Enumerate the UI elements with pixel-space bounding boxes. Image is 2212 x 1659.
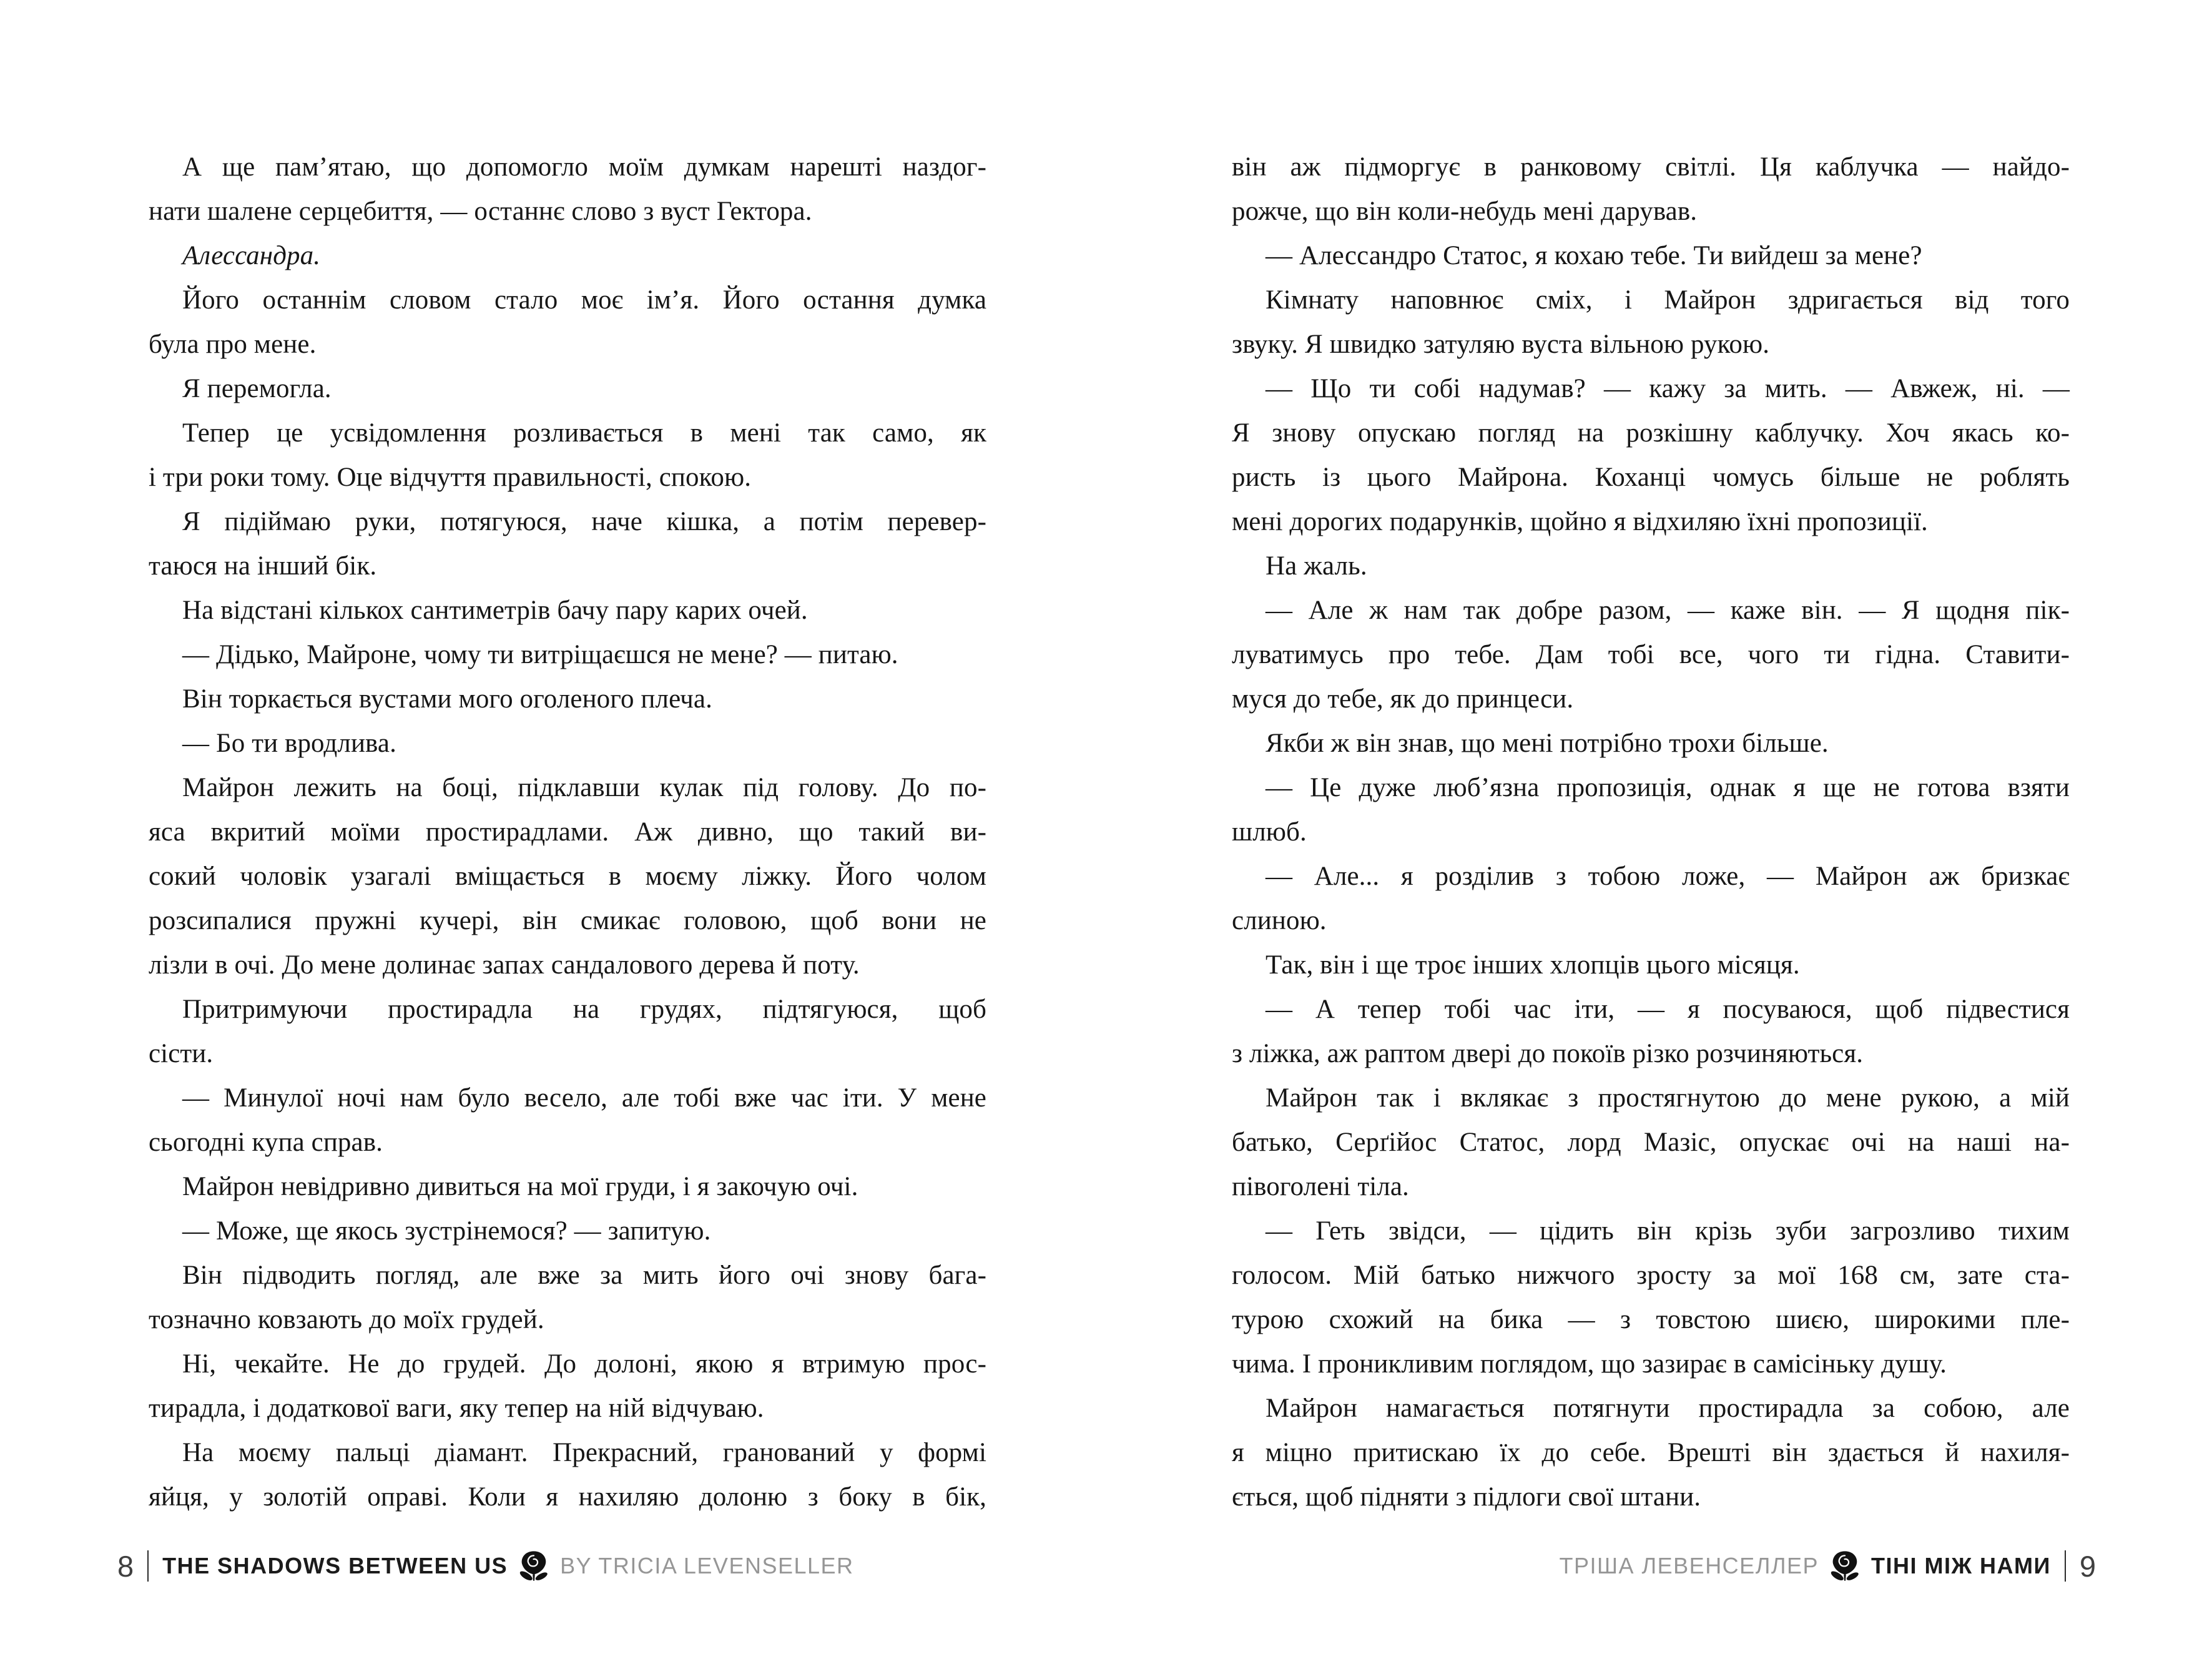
text-line: Я знову опускаю погляд на розкішну каблучку. Хоч якась ко- bbox=[1232, 418, 2070, 448]
text-line: таюся на інший бік. bbox=[149, 551, 377, 581]
text-line: — Але ж нам так добре разом, — каже він. — Я щодня пік- bbox=[1266, 596, 2070, 625]
text-line: тирадла, і додаткової ваги, яку тепер на ній відчуваю. bbox=[149, 1394, 764, 1423]
text-line: Я перемогла. bbox=[182, 374, 332, 403]
book-byline-en: BY TRICIA LEVENSELLER bbox=[560, 1553, 854, 1578]
text-line: Його останнім словом стало моє ім’я. Його остання думка bbox=[182, 285, 986, 315]
text-line: рожче, що він коли-небудь мені дарував. bbox=[1232, 197, 1698, 226]
text-line: він аж підморгує в ранковому світлі. Ця каблучка — найдо- bbox=[1232, 152, 2070, 182]
text-line: луватимусь про тебе. Дам тобі все, чого ти гідна. Ставити- bbox=[1232, 640, 2070, 669]
text-line: — Але... я розділив з тобою ложе, — Майрон аж бризкає bbox=[1266, 862, 2070, 891]
text-line: — А тепер тобі час іти, — я посуваюся, щоб підвестися bbox=[1266, 995, 2070, 1024]
text-line: Ні, чекайте. Не до грудей. До долоні, якою я втримую прос- bbox=[182, 1349, 986, 1379]
page-left-text bbox=[149, 145, 986, 1519]
text-line: Кімнату наповнює сміх, і Майрон здригається від того bbox=[1266, 285, 2070, 315]
footer-separator bbox=[147, 1550, 149, 1582]
text-line: Я підіймаю руки, потягуюся, наче кішка, а потім перевер- bbox=[182, 507, 986, 536]
text-line: нати шалене серцебиття, — останнє слово з вуст Гектора. bbox=[149, 197, 812, 226]
text-line: турою схожий на бика — з товстою шиєю, широкими пле- bbox=[1232, 1305, 2070, 1334]
text-line: Майрон лежить на боці, підклавши кулак під голову. До по- bbox=[182, 773, 986, 802]
text-line: — Що ти собі надумав? — кажу за мить. — Авжеж, ні. — bbox=[1266, 374, 2070, 403]
text-line: Якби ж він знав, що мені потрібно трохи більше. bbox=[1266, 729, 1829, 758]
text-line: розсипалися пружні кучері, він смикає головою, щоб вони не bbox=[149, 906, 986, 935]
text-line: півоголені тіла. bbox=[1232, 1172, 1409, 1201]
text-line: Майрон намагається потягнути простирадла за собою, але bbox=[1266, 1394, 2070, 1423]
text-line: Притримуючи простирадла на грудях, підтягуюся, щоб bbox=[182, 995, 986, 1024]
text-line: яса вкритий моїми простирадлами. Аж дивно, що такий ви- bbox=[149, 817, 986, 847]
text-line: сокий чоловік узагалі вміщається в моєму ліжку. Його чолом bbox=[149, 862, 986, 891]
text-line: Тепер це усвідомлення розливається в мені так само, як bbox=[182, 418, 986, 448]
text-line: На жаль. bbox=[1266, 551, 1367, 581]
text-line: — Минулої ночі нам було весело, але тобі вже час іти. У мене bbox=[182, 1083, 986, 1113]
text-line: лізли в очі. До мене долинає запах сандалового дерева й поту. bbox=[149, 950, 860, 980]
text-line: звуку. Я швидко затуляю вуста вільною рукою. bbox=[1232, 330, 1770, 359]
text-line: Він торкається вустами мого оголеного плеча. bbox=[182, 684, 712, 714]
text-line: голосом. Мій батько нижчого зросту за мої 168 см, зате ста- bbox=[1232, 1261, 2070, 1290]
book-title-ua: ТІНІ МІЖ НАМИ bbox=[1870, 1553, 2051, 1578]
text-line: — Може, ще якось зустрінемося? — запитую. bbox=[182, 1216, 711, 1246]
text-line: була про мене. bbox=[149, 330, 317, 359]
footer-right bbox=[1560, 1550, 2096, 1582]
text-line: Так, він і ще троє інших хлопців цього місяця. bbox=[1266, 950, 1800, 980]
text-line: чима. І проникливим поглядом, що зазирає в самісіньку душу. bbox=[1232, 1349, 1947, 1379]
text-line: з ліжка, аж раптом двері до покоїв різко розчиняються. bbox=[1232, 1039, 1864, 1068]
footer-separator bbox=[2065, 1550, 2066, 1582]
text-line: На моєму пальці діамант. Прекрасний, гранований у формі bbox=[182, 1438, 986, 1467]
text-line: — Це дуже люб’язна пропозиція, однак я ще не готова взяти bbox=[1266, 773, 2070, 802]
rose-icon bbox=[1827, 1547, 1862, 1585]
text-line: сісти. bbox=[149, 1039, 214, 1068]
book-author-ua: ТРІША ЛЕВЕНСЕЛЛЕР bbox=[1559, 1553, 1819, 1578]
text-line: — Алессандро Статос, я кохаю тебе. Ти вийдеш за мене? bbox=[1266, 241, 1922, 270]
text-line: тозначно ковзають до моїх грудей. bbox=[149, 1305, 544, 1334]
text-line: На відстані кількох сантиметрів бачу пару карих очей. bbox=[182, 596, 808, 625]
text-line: А ще пам’ятаю, що допомогло моїм думкам нарешті наздог- bbox=[182, 152, 986, 182]
rose-icon bbox=[516, 1547, 551, 1585]
page-right-text bbox=[1232, 145, 2070, 1519]
text-line: Він підводить погляд, але вже за мить його очі знову бага- bbox=[182, 1261, 986, 1290]
text-line: — Бо ти вродлива. bbox=[182, 729, 396, 758]
text-line: і три роки тому. Оце відчуття правильності, спокою. bbox=[149, 463, 752, 492]
book-title-en: THE SHADOWS BETWEEN US bbox=[162, 1553, 508, 1578]
text-line: слиною. bbox=[1232, 906, 1327, 935]
footer-left bbox=[117, 1550, 854, 1582]
text-line: Майрон невідривно дивиться на мої груди, і я закочую очі. bbox=[182, 1172, 858, 1201]
text-line: шлюб. bbox=[1232, 817, 1307, 847]
text-line: ристь із цього Майрона. Коханці чомусь більше не роблять bbox=[1232, 463, 2070, 492]
text-line: — Дідько, Майроне, чому ти витріщаєшся не мене? — питаю. bbox=[182, 640, 898, 669]
text-line: яйця, у золотій оправі. Коли я нахиляю долоню з боку в бік, bbox=[149, 1482, 986, 1512]
page-number-left: 8 bbox=[117, 1549, 134, 1583]
text-line: Майрон так і вклякає з простягнутою до мене рукою, а мій bbox=[1266, 1083, 2070, 1113]
text-line: я міцно притискаю їх до себе. Врешті він здається й нахиля- bbox=[1232, 1438, 2070, 1467]
page-number-right: 9 bbox=[2079, 1549, 2096, 1583]
text-line: сьогодні купа справ. bbox=[149, 1128, 383, 1157]
text-line: — Геть звідси, — цідить він крізь зуби загрозливо тихим bbox=[1266, 1216, 2070, 1246]
text-line: батько, Серґійос Статос, лорд Мазіс, опускає очі на наші на- bbox=[1232, 1128, 2070, 1157]
text-line: муся до тебе, як до принцеси. bbox=[1232, 684, 1574, 714]
text-line: мені дорогих подарунків, щойно я відхиляю їхні пропозиції. bbox=[1232, 507, 1928, 536]
text-line: Алессандра. bbox=[182, 241, 321, 270]
text-line: ється, щоб підняти з підлоги свої штани. bbox=[1232, 1482, 1701, 1512]
